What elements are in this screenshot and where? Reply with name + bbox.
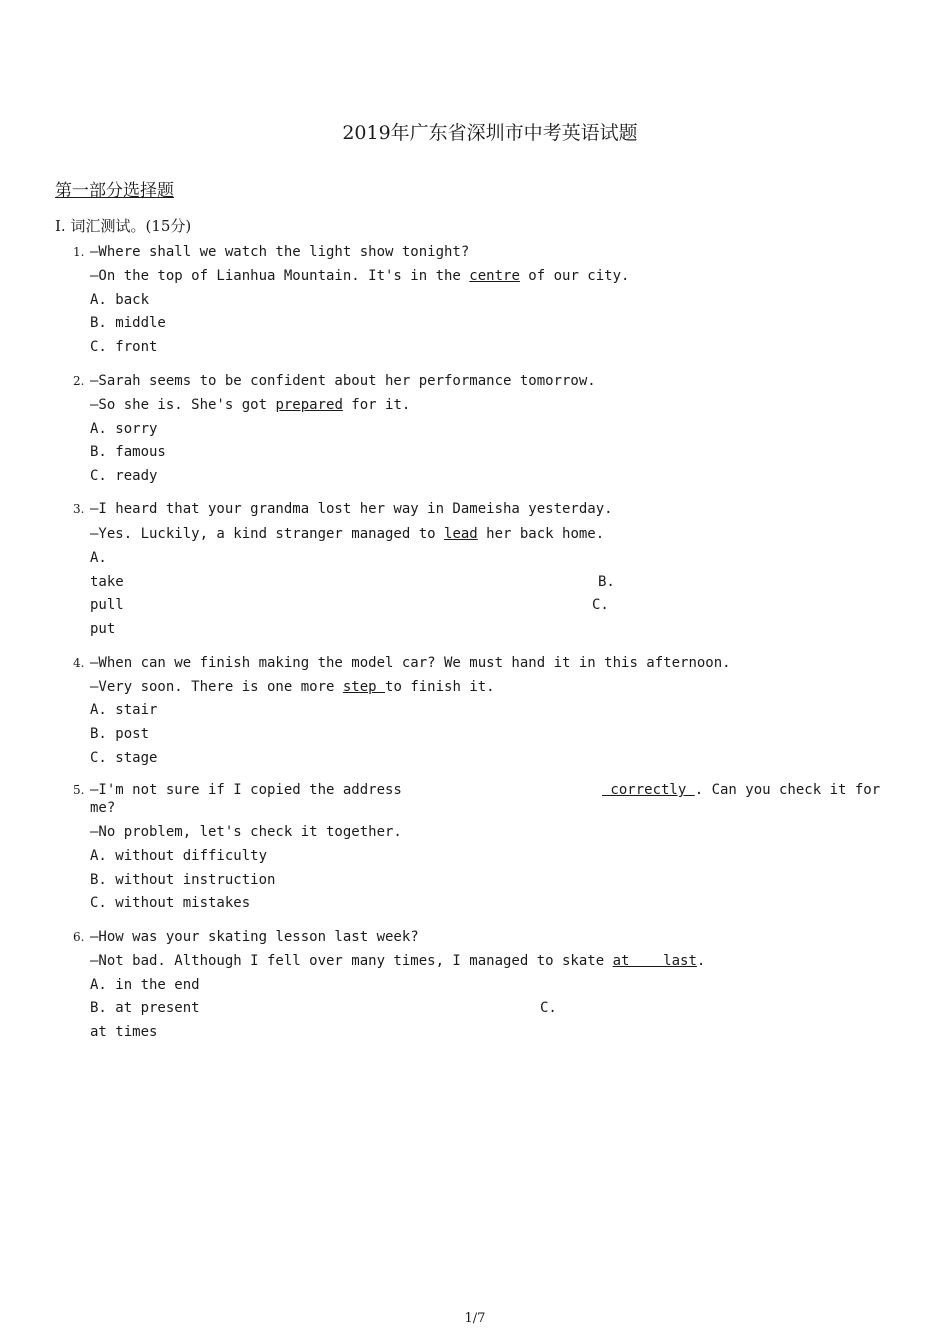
option-b[interactable]: B. post	[90, 726, 150, 742]
option-c[interactable]: C. stage	[90, 750, 158, 766]
question-number: 5.	[73, 783, 85, 797]
question-line: —When can we finish making the model car? We must hand it in this afternoon.	[90, 655, 731, 671]
option-c[interactable]: C. without mistakes	[90, 895, 251, 911]
underlined-word: prepared	[275, 397, 343, 413]
option-a[interactable]: A. sorry	[90, 421, 158, 437]
option-c-label[interactable]: C.	[592, 597, 609, 613]
page-number: 1/7	[464, 1311, 486, 1326]
option-b[interactable]: B. middle	[90, 315, 166, 331]
question-line: —Sarah seems to be confident about her performance tomorrow.	[90, 373, 596, 389]
question-line: —Yes. Luckily, a kind stranger managed to lead her back home.	[90, 526, 605, 542]
option-a[interactable]: A. without difficulty	[90, 848, 268, 864]
underlined-word: centre	[469, 268, 520, 284]
option-a[interactable]: A. back	[90, 292, 150, 308]
option-b[interactable]: B. without instruction	[90, 872, 276, 888]
underlined-word: step	[342, 679, 386, 695]
option-c-text[interactable]: put	[90, 621, 116, 637]
document-title: 2019年广东省深圳市中考英语试题	[342, 122, 638, 144]
question-line: —How was your skating lesson last week?	[90, 929, 419, 945]
question-line: —I heard that your grandma lost her way in Dameisha yesterday.	[90, 501, 613, 517]
question-line: —So she is. She's got prepared for it.	[90, 397, 411, 413]
underlined-word: correctly	[602, 782, 695, 798]
question-line: —On the top of Lianhua Mountain. It's in the centre of our city.	[90, 268, 630, 284]
option-c-text[interactable]: at times	[90, 1024, 158, 1040]
option-c-label[interactable]: C.	[540, 1000, 557, 1016]
question-number: 4.	[73, 656, 85, 670]
underlined-word: lead	[444, 526, 478, 542]
option-a-label[interactable]: A.	[90, 550, 107, 566]
option-b-label[interactable]: B.	[598, 574, 615, 590]
question-number: 6.	[73, 930, 85, 944]
option-b-text[interactable]: pull	[90, 597, 124, 613]
part-heading: 第一部分选择题	[55, 181, 174, 201]
question-line: —Very soon. There is one more step to finish it.	[90, 679, 495, 695]
option-b[interactable]: B. famous	[90, 444, 166, 460]
section-heading: I. 词汇测试。(15分)	[55, 217, 192, 235]
question-line: —Not bad. Although I fell over many times, I managed to skate at last.	[90, 953, 706, 969]
option-c[interactable]: C. ready	[90, 468, 158, 484]
option-a[interactable]: A. stair	[90, 702, 158, 718]
question-line: —I'm not sure if I copied the address	[90, 782, 402, 798]
question-number: 3.	[73, 502, 85, 516]
question-number: 1.	[73, 245, 85, 259]
underlined-word: at last	[612, 953, 697, 969]
question-line: correctly . Can you check it for	[602, 782, 881, 798]
question-number: 2.	[73, 374, 85, 388]
question-line: me?	[90, 800, 116, 816]
option-a-text[interactable]: take	[90, 574, 124, 590]
option-c[interactable]: C. front	[90, 339, 158, 355]
question-line: —Where shall we watch the light show tonight?	[90, 244, 470, 260]
option-b[interactable]: B. at present	[90, 1000, 200, 1016]
question-line: —No problem, let's check it together.	[90, 824, 402, 840]
option-a[interactable]: A. in the end	[90, 977, 200, 993]
